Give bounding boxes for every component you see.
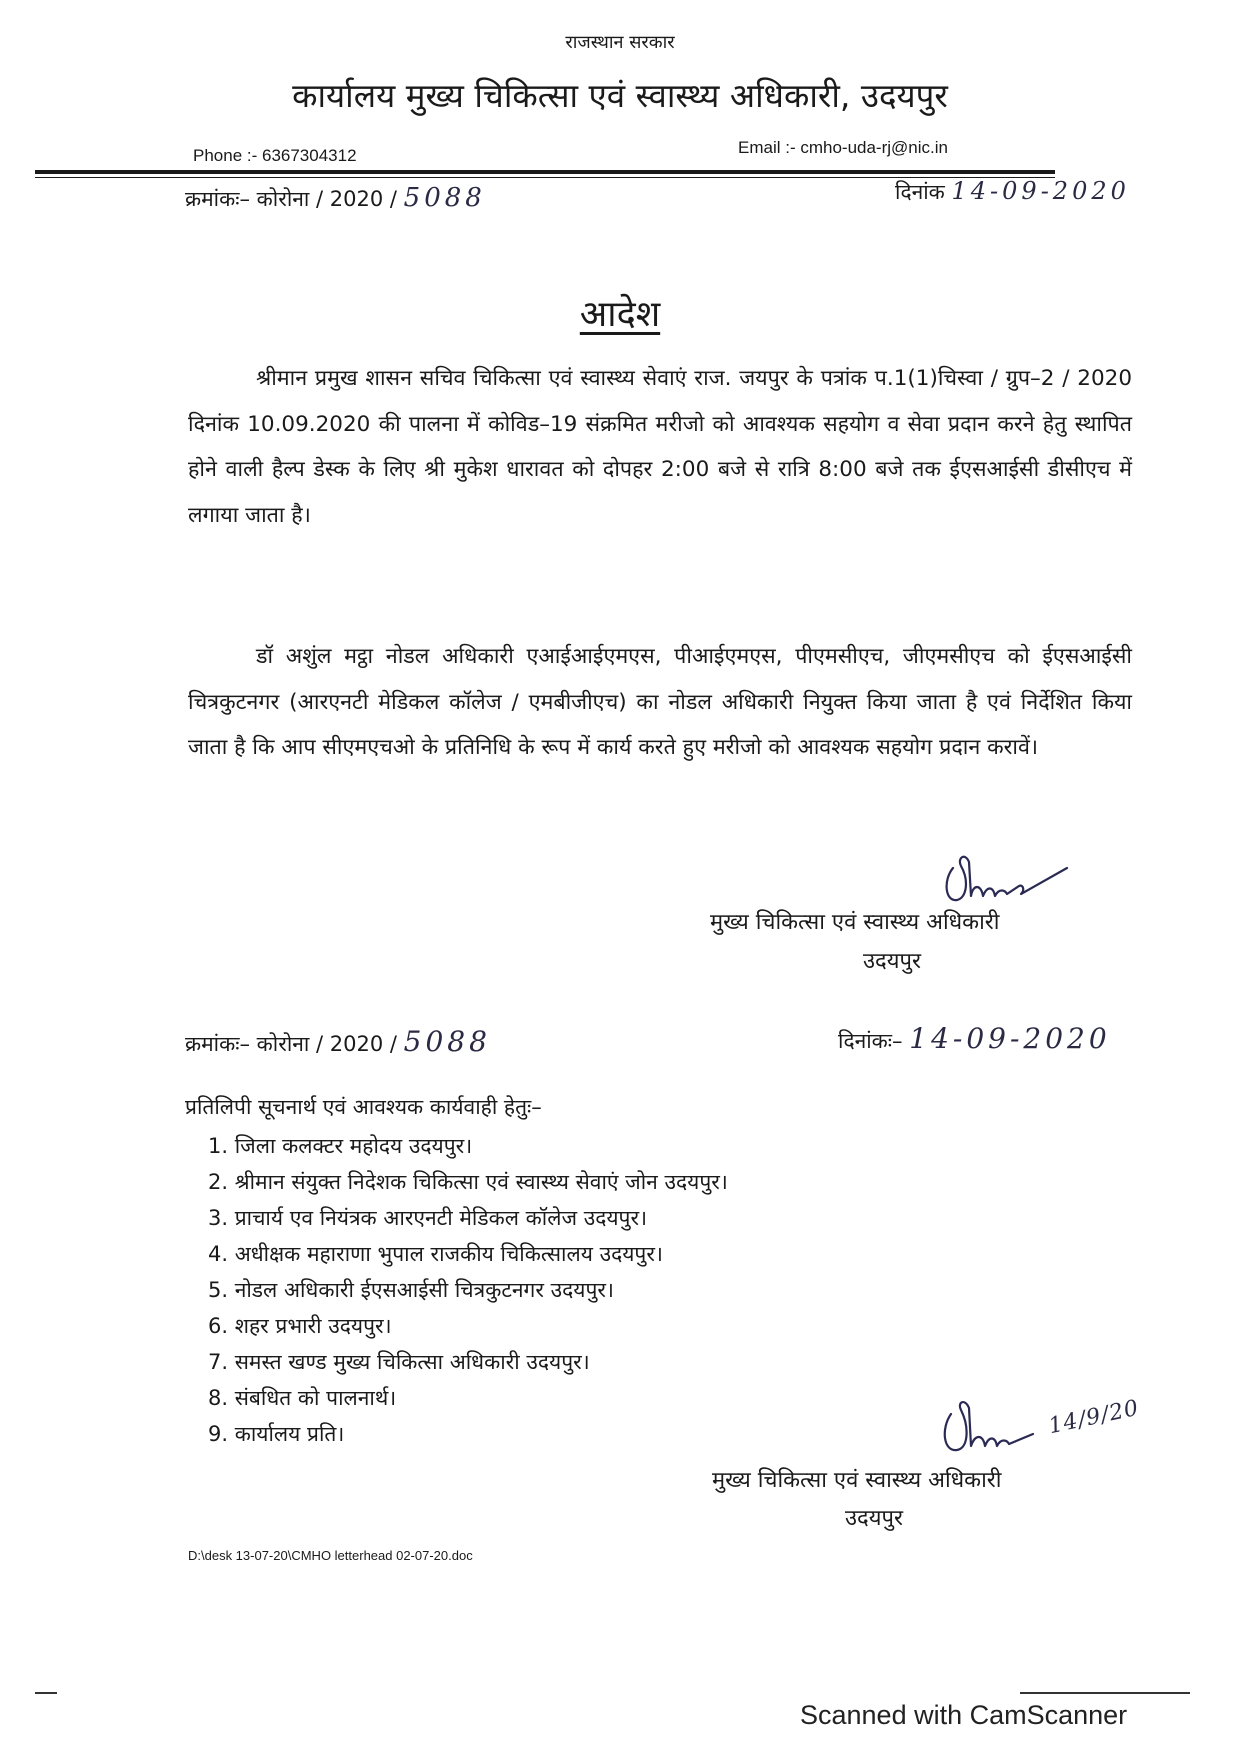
- list-item: 4. अधीक्षक महाराणा भुपाल राजकीय चिकित्सालय उदयपुर।: [208, 1242, 663, 1266]
- scanner-watermark: Scanned with CamScanner: [800, 1700, 1128, 1730]
- list-item: 6. शहर प्रभारी उदयपुर।: [208, 1314, 392, 1338]
- scan-edge-line: [1020, 1692, 1190, 1694]
- copy-order-number-label: क्रमांकः– कोरोना / 2020 /: [185, 1032, 397, 1056]
- email-address: Email :- cmho-uda-rj@nic.in: [738, 138, 948, 157]
- scan-edge-mark: [35, 1692, 57, 1694]
- order-paragraph-1: श्रीमान प्रमुख शासन सचिव चिकित्सा एवं स्वास्थ्य सेवाएं राज. जयपुर के पत्रांक प.1(1)चिस्वा / ग्रुप–2 / 2020 दिनांक 10.09.2020 की पालना में कोविड–19 संक्रमित मरीजो को आवश्यक सहयोग व सेवा प्रदान करने हेतु स्थापित होने वाली हैल्प डेस्क के लिए श्री मुकेश धारावत को दोपहर 2:00 बजे से रात्रि 8:00 बजे तक ईएसआईसी डीसीएच में लगाया जाता है।: [188, 366, 1132, 528]
- order-number-handwritten: 5088: [403, 183, 486, 213]
- order-date: [895, 177, 1130, 206]
- signatory-place: उदयपुर: [863, 949, 921, 974]
- order-heading: आदेश: [579, 294, 661, 335]
- copy-order-number: [185, 1025, 491, 1058]
- government-name: राजस्थान सरकार: [565, 32, 675, 53]
- copy-to-list: [208, 1128, 728, 1452]
- list-item: 7. समस्त खण्ड मुख्य चिकित्सा अधिकारी उदयपुर।: [208, 1350, 590, 1374]
- copy-order-date-label: दिनांकः–: [838, 1029, 903, 1053]
- file-path: D:\desk 13-07-20\CMHO letterhead 02-07-20.doc: [188, 1548, 473, 1563]
- signatory-title: मुख्य चिकित्सा एवं स्वास्थ्य अधिकारी: [710, 910, 1000, 935]
- order-paragraph-2: डॉ अशुंल मट्ठा नोडल अधिकारी एआईआईएमएस, पीआईएमएस, पीएमसीएच, जीएमसीएच को ईएसआईसी चित्रकुटनगर (आरएनटी मेडिकल कॉलेज / एमबीजीएच) का नोडल अधिकारी नियुक्त किया जाता है एवं निर्देशित किया जाता है कि आप सीएमएचओ के प्रतिनिधि के रूप में कार्य करते हुए मरीजो को आवश्यक सहयोग प्रदान करावें।: [188, 644, 1132, 760]
- order-number-label: क्रमांकः– कोरोना / 2020 /: [185, 187, 397, 211]
- copy-to-intro: प्रतिलिपी सूचनार्थ एवं आवश्यक कार्यवाही हेतुः–: [185, 1095, 542, 1119]
- signatory-place-2: उदयपुर: [845, 1506, 903, 1531]
- signature-image-2: [935, 1388, 1045, 1468]
- phone-number: Phone :- 6367304312: [193, 146, 357, 165]
- copy-order-number-handwritten: 5088: [403, 1025, 491, 1058]
- signatory-title-2: मुख्य चिकित्सा एवं स्वास्थ्य अधिकारी: [712, 1468, 1002, 1493]
- copy-order-date-handwritten: 14-09-2020: [909, 1022, 1111, 1055]
- order-number: [185, 183, 486, 213]
- list-item: 1. जिला कलक्टर महोदय उदयपुर।: [208, 1134, 473, 1158]
- list-item: 8. संबधित को पालनार्थ।: [208, 1386, 397, 1410]
- order-date-handwritten: 14-09-2020: [951, 177, 1130, 205]
- list-item: 3. प्राचार्य एव नियंत्रक आरएनटी मेडिकल कॉलेज उदयपुर।: [208, 1206, 648, 1230]
- letterhead-divider: [35, 170, 1055, 174]
- list-item: 5. नोडल अधिकारी ईएसआईसी चित्रकुटनगर उदयपुर।: [208, 1278, 614, 1302]
- list-item: 2. श्रीमान संयुक्त निदेशक चिकित्सा एवं स्वास्थ्य सेवाएं जोन उदयपुर।: [208, 1170, 728, 1194]
- copy-order-date: [838, 1022, 1111, 1055]
- signature-date-handwritten: 14/9/20: [1046, 1395, 1142, 1440]
- office-title: कार्यालय मुख्य चिकित्सा एवं स्वास्थ्य अधिकारी, उदयपुर: [292, 76, 948, 115]
- list-item: 9. कार्यालय प्रति।: [208, 1422, 345, 1446]
- order-date-label: दिनांक: [895, 180, 945, 204]
